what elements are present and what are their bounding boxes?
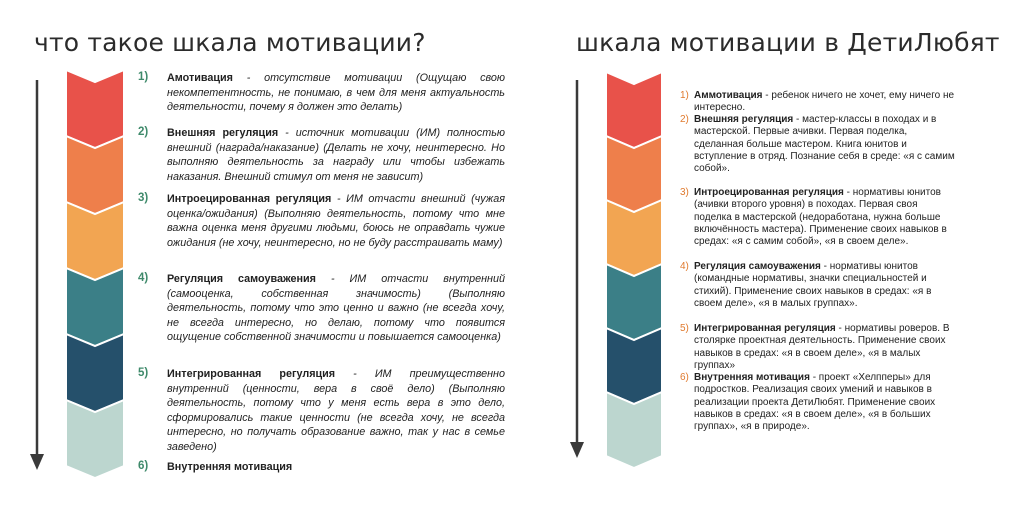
item-heading: Интроецированная регуляция <box>694 187 844 198</box>
left-scale-segment-6 <box>66 400 124 478</box>
item-description: - нормативы юнитов (командные нормативы, значки специальностей и стихий). Применение своих навыков в средах: «я в своем деле», «я в малых группах». <box>694 261 932 309</box>
item-number: 3) <box>680 187 689 198</box>
left-scale-segment-5 <box>66 334 124 412</box>
left-scale-segment-4 <box>66 268 124 346</box>
item-heading: Внутренняя мотивация <box>694 372 810 383</box>
right-scale-segment-2 <box>606 136 662 212</box>
right-scale-segment-6 <box>606 392 662 468</box>
item-number: 5) <box>138 367 149 379</box>
right-list <box>680 0 980 509</box>
right-scale-segment-3 <box>606 200 662 276</box>
item-text <box>694 114 956 175</box>
item-text <box>694 323 956 372</box>
item-text <box>694 372 956 433</box>
right-scale-segment-4 <box>606 264 662 340</box>
item-text <box>167 126 505 184</box>
right-scale-segment-5 <box>606 328 662 404</box>
item-heading: Аммотивация <box>694 90 763 101</box>
item-heading: Внутренняя мотивация <box>167 461 293 473</box>
item-number: 2) <box>680 114 689 125</box>
item-number: 4) <box>138 272 149 284</box>
item-heading: Регуляция самоуважения <box>694 261 821 272</box>
item-description: - ИМ преимущественно внутренний (ценности, вера в своё дело) (Выполняю деятельность, потому что у меня есть вера в это дело, сформировались такие ценности (не всегда хочу, не всегда интересно, но получать образование важно, так у нас в семье заведено) <box>167 368 505 453</box>
left-list <box>138 0 508 509</box>
item-description: - ИМ отчасти внутренний (самооценка, собственная значимость) (Выполняю деятельность, потому что это ценно и важно (не всегда хочу, не всегда интересно, но делаю, потому что появится ощущение собственной значимости и повышается самооценка) <box>167 273 505 344</box>
item-heading: Интегрированная регуляция <box>694 323 836 334</box>
item-description: - отсутствие мотивации (Ощущаю свою некомпетентность, не понимаю, в чем для меня актуальность деятельности, почему я должен это делать) <box>167 72 505 114</box>
item-heading: Амотивация <box>167 72 233 84</box>
item-text <box>167 272 505 345</box>
right-title: шкала мотивации в ДетиЛюбят <box>576 28 1000 57</box>
item-text <box>167 71 505 115</box>
item-number: 1) <box>680 90 689 101</box>
right-arrow-head <box>570 442 584 458</box>
left-title: что такое шкала мотивации? <box>34 28 426 57</box>
item-heading: Внешняя регуляция <box>167 127 279 139</box>
left-arrow-head <box>30 454 44 470</box>
item-description: - ИМ отчасти внешний (чужая оценка/ожидания) (Выполняю деятельность, потому что мне важна оценка меня другими людьми, боюсь не оправдать чужие ожидания (не хочу, неинтересно, но не буду расстраивать маму) <box>167 193 505 249</box>
item-description: - источник мотивации (ИМ) полностью внешний (награда/наказание) (Делать не хочу, неинтересно. Но выполняю деятельность за награду или чтобы избежать наказания. Внешний стимул от меня не зависит) <box>167 127 505 183</box>
item-text <box>694 187 956 248</box>
item-text <box>694 261 956 310</box>
item-description: - проект «Хелпперы» для подростков. Реализация своих умений и навыков в реализации проекта ДетиЛюбят. Применение своих навыков в средах: «я в своем деле», «я в больших группах», «я в природе». <box>694 372 936 433</box>
item-text <box>167 460 505 475</box>
item-number: 2) <box>138 126 149 138</box>
item-heading: Регуляция самоуважения <box>167 273 316 285</box>
item-description: - мастер-классы в походах и в мастерской. Первые ачивки. Первая поделка, сделанная больше мастером. Книга юнитов и вступление в отряд. Познание себя в среде: «я с самим собой». <box>694 114 955 175</box>
item-number: 1) <box>138 71 149 83</box>
item-number: 6) <box>138 460 149 472</box>
item-number: 5) <box>680 323 689 334</box>
item-description: - ребенок ничего не хочет, ему ничего не интересно. <box>694 90 955 114</box>
item-number: 6) <box>680 372 689 383</box>
item-heading: Внешняя регуляция <box>694 114 794 125</box>
left-scale-segment-1 <box>66 70 124 148</box>
left-scale-segment-3 <box>66 202 124 280</box>
item-text <box>694 90 956 115</box>
right-scale-segment-1 <box>606 72 662 148</box>
item-number: 4) <box>680 261 689 272</box>
item-text <box>167 367 505 455</box>
item-heading: Интегрированная регуляция <box>167 368 336 380</box>
left-scale-segment-2 <box>66 136 124 214</box>
item-heading: Интроецированная регуляция <box>167 193 332 205</box>
item-number: 3) <box>138 192 149 204</box>
item-description: - нормативы роверов. В столярке проектная деятельность. Применение своих навыков в средах: «я в своем деле», «я в малых группах» <box>694 323 950 371</box>
item-description: - нормативы юнитов (ачивки второго уровня) в походах. Первая своя поделка в мастерской (недоработана, нужна больше включённость мастера). Применение своих навыков в средах: «я с самим собой», «я в своем деле». <box>694 187 947 248</box>
item-text <box>167 192 505 250</box>
